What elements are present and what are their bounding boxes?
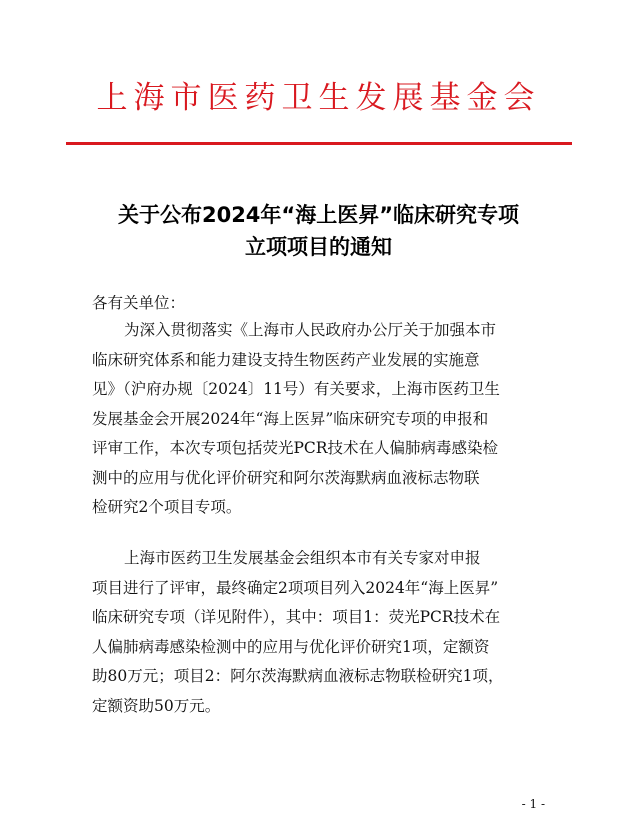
body-paragraph-2 — [92, 544, 562, 721]
salutation: 各有关单位： — [92, 294, 186, 312]
paragraph-line: 为深入贯彻落实《上海市人民政府办公厅关于加强本市 — [124, 321, 497, 339]
paragraph-line: 助80万元；项目2：阿尔茨海默病血液标志物联检研究1项， — [92, 667, 504, 685]
document-title-line-1: 关于公布2024年“海上医昇”临床研究专项 — [117, 203, 520, 227]
paragraph-line: 临床研究专项（详见附件），其中：项目1：荧光PCR技术在 — [92, 608, 501, 626]
body-paragraph-1 — [92, 316, 562, 523]
letterhead-red-rule — [66, 142, 572, 145]
paragraph-line: 测中的应用与优化评价研究和阿尔茨海默病血液标志物联 — [92, 468, 480, 487]
paragraph-line: 上海市医药卫生发展基金会组织本市有关专家对申报 — [124, 549, 481, 567]
paragraph-line: 发展基金会开展2024年“海上医昇”临床研究专项的申报和 — [92, 409, 489, 428]
letterhead-org-name: 上海市医药卫生发展基金会 — [96, 80, 541, 116]
paragraph-line: 定额资助50万元。 — [92, 696, 221, 715]
paragraph-line: 检研究2个项目专项。 — [92, 498, 242, 516]
document-title-line-2: 立项项目的通知 — [245, 235, 392, 259]
paragraph-line: 评审工作，本次专项包括荧光PCR技术在人偏肺病毒感染检 — [92, 439, 498, 457]
paragraph-line: 项目进行了评审，最终确定2项项目列入2024年“海上医昇” — [92, 578, 499, 597]
page-number: - 1 - — [521, 797, 545, 811]
paragraph-line: 临床研究体系和能力建设支持生物医药产业发展的实施意 — [92, 350, 480, 369]
paragraph-line: 见》（沪府办规〔2024〕11号）有关要求，上海市医药卫生 — [92, 380, 500, 398]
paragraph-line: 人偏肺病毒感染检测中的应用与优化评价研究1项，定额资 — [92, 637, 490, 656]
